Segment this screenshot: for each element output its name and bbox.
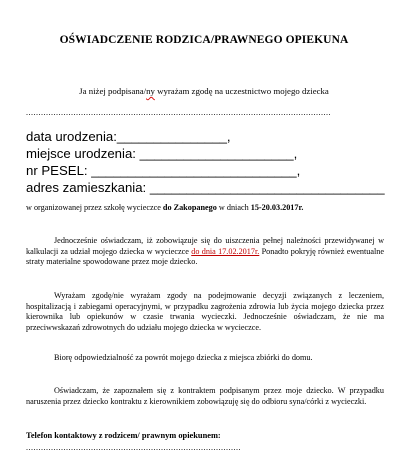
trip-text-dates-label: w dniach: [216, 203, 251, 212]
consent-statement: [0, 86, 408, 96]
trip-paragraph: [26, 203, 384, 214]
address-field: adres zamieszkania: ________________________________: [26, 180, 385, 195]
document-title: OŚWIADCZENIE RODZICA/PRAWNEGO OPIEKUNA: [59, 34, 349, 46]
child-name-dotted-line: ..........................................................................................................................: [26, 108, 331, 117]
consent-gender-suffix: ny: [146, 86, 155, 96]
phone-dotted-line: ......................................................................................: [26, 443, 241, 452]
birth-place-field: miejsce urodzenia: _____________________,: [26, 146, 298, 161]
contract-paragraph: Oświadczam, że zapoznałem się z kontraktem podpisanym przez moje dziecko. W przypadku naruszenia przez dziecko kontraktu z kierownikiem zobowiązuję się do odbioru syna/córki z wycieczki.: [26, 386, 384, 406]
consent-text-start: Ja niżej podpisana/: [79, 86, 147, 96]
payment-text: Jednocześnie oświadczam, iż zobowiązuje się do uiszczenia pełnej należności przewidywanej w kalkulacji za udział mojego dziecka w wycieczce: [26, 236, 384, 256]
payment-deadline: do dnia 17.02.2017r.: [191, 246, 260, 256]
consent-text-end: wyrażam zgodę na uczestnictwo mojego dziecka: [154, 86, 329, 96]
medical-consent-paragraph: Wyrażam zgodę/nie wyrażam zgody na podejmowanie decyzji związanych z leczeniem, hospitalizacją i zabiegami operacyjnymi, w przypadku zagrożenia zdrowia lub życia mojego dziecka przez kierownika lub opiekunów w czasie trwania wycieczki. Jednocześnie oświadczam, że nie ma przeciwwskazań zdrowotnych do udziału mojego dziecka w wycieczce.: [26, 291, 384, 332]
phone-contact-label: Telefon kontaktowy z rodzicem/ prawnym opiekunem:: [26, 431, 221, 440]
trip-destination: do Zakopanego: [162, 203, 217, 212]
trip-dates: 15-20.03.2017r.: [250, 203, 304, 212]
pesel-field: nr PESEL: ____________________________,: [26, 163, 301, 178]
trip-text: w organizowanej przez szkołę wycieczce: [26, 203, 163, 212]
birth-date-field: data urodzenia:_______________,: [26, 129, 231, 144]
responsibility-paragraph: Biorę odpowiedzialność za powrót mojego dziecka z miejsca zbiórki do domu.: [54, 353, 313, 362]
payment-text-end: Ponadto pokryję również ewentualne straty materialne spowodowane przez moje dziecko.: [26, 246, 385, 267]
payment-paragraph: [26, 236, 384, 268]
